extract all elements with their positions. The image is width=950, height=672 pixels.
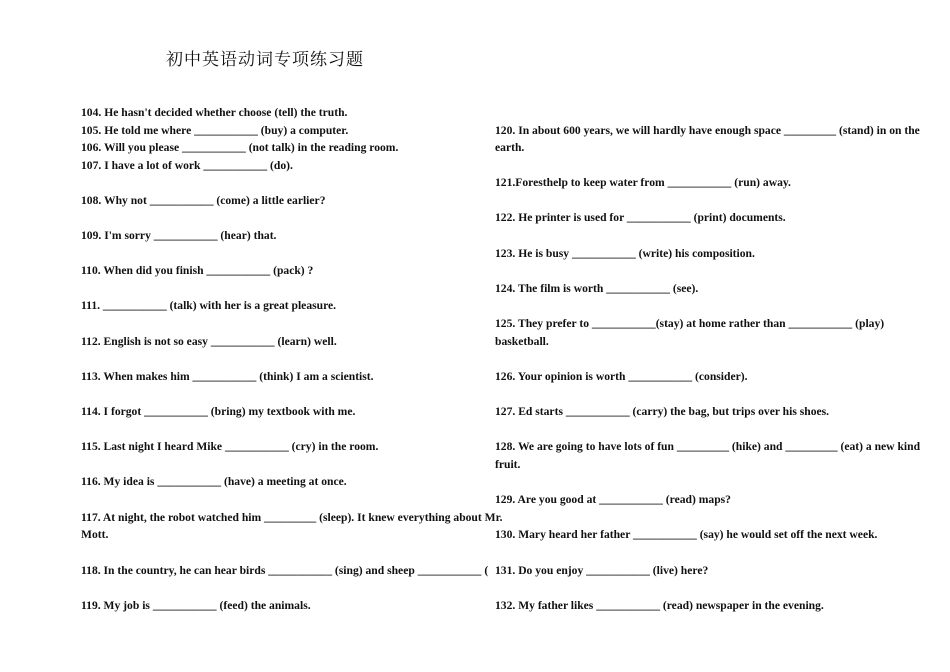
exercise-124: 124. The film is worth ___________ (see). <box>495 282 699 295</box>
exercise-118: 118. In the country, he can hear birds ___________ (sing) and sheep ___________ ( <box>81 564 489 577</box>
exercise-123: 123. He is busy ___________ (write) his composition. <box>495 247 755 260</box>
exercise-126: 126. Your opinion is worth ___________ (consider). <box>495 370 748 383</box>
exercise-120: 120. In about 600 years, we will hardly have enough space _________ (stand) in on the <box>495 124 920 137</box>
exercise-125-cont: basketball. <box>495 335 549 348</box>
exercise-111: 111. ___________ (talk) with her is a great pleasure. <box>81 299 337 312</box>
page-title: 初中英语动词专项练习题 <box>166 50 364 70</box>
exercise-122: 122. He printer is used for ___________ (print) documents. <box>495 211 786 224</box>
exercise-112: 112. English is not so easy ___________ (learn) well. <box>81 335 337 348</box>
exercise-128: 128. We are going to have lots of fun _________ (hike) and _________ (eat) a new kind <box>495 440 921 453</box>
exercise-116: 116. My idea is ___________ (have) a meeting at once. <box>81 475 347 488</box>
exercise-132: 132. My father likes ___________ (read) newspaper in the evening. <box>495 599 824 612</box>
exercise-114: 114. I forgot ___________ (bring) my textbook with me. <box>81 405 356 418</box>
exercise-117-cont: Mott. <box>81 528 109 541</box>
exercise-121: 121.Foresthelp to keep water from ___________ (run) away. <box>495 176 791 189</box>
exercise-130: 130. Mary heard her father ___________ (say) he would set off the next week. <box>495 528 878 541</box>
exercise-105: 105. He told me where ___________ (buy) a computer. <box>81 124 349 137</box>
exercise-127: 127. Ed starts ___________ (carry) the bag, but trips over his shoes. <box>495 405 830 418</box>
exercise-129: 129. Are you good at ___________ (read) maps? <box>495 493 731 506</box>
exercise-117: 117. At night, the robot watched him _________ (sleep). It knew everything about Mr. <box>81 511 503 524</box>
exercise-131: 131. Do you enjoy ___________ (live) here? <box>495 564 709 577</box>
exercise-115: 115. Last night I heard Mike ___________ (cry) in the room. <box>81 440 379 453</box>
exercise-108: 108. Why not ___________ (come) a little earlier? <box>81 194 326 207</box>
exercise-128-cont: fruit. <box>495 458 521 471</box>
exercise-107: 107. I have a lot of work ___________ (do). <box>81 159 293 172</box>
exercise-104: 104. He hasn't decided whether choose (tell) the truth. <box>81 106 348 119</box>
exercise-119: 119. My job is ___________ (feed) the animals. <box>81 599 311 612</box>
exercise-113: 113. When makes him ___________ (think) I am a scientist. <box>81 370 374 383</box>
exercise-106: 106. Will you please ___________ (not talk) in the reading room. <box>81 141 399 154</box>
exercise-110: 110. When did you finish ___________ (pack) ? <box>81 264 314 277</box>
exercise-109: 109. I'm sorry ___________ (hear) that. <box>81 229 277 242</box>
exercise-120-cont: earth. <box>495 141 525 154</box>
exercise-125: 125. They prefer to ___________(stay) at home rather than ___________ (play) <box>495 317 885 330</box>
